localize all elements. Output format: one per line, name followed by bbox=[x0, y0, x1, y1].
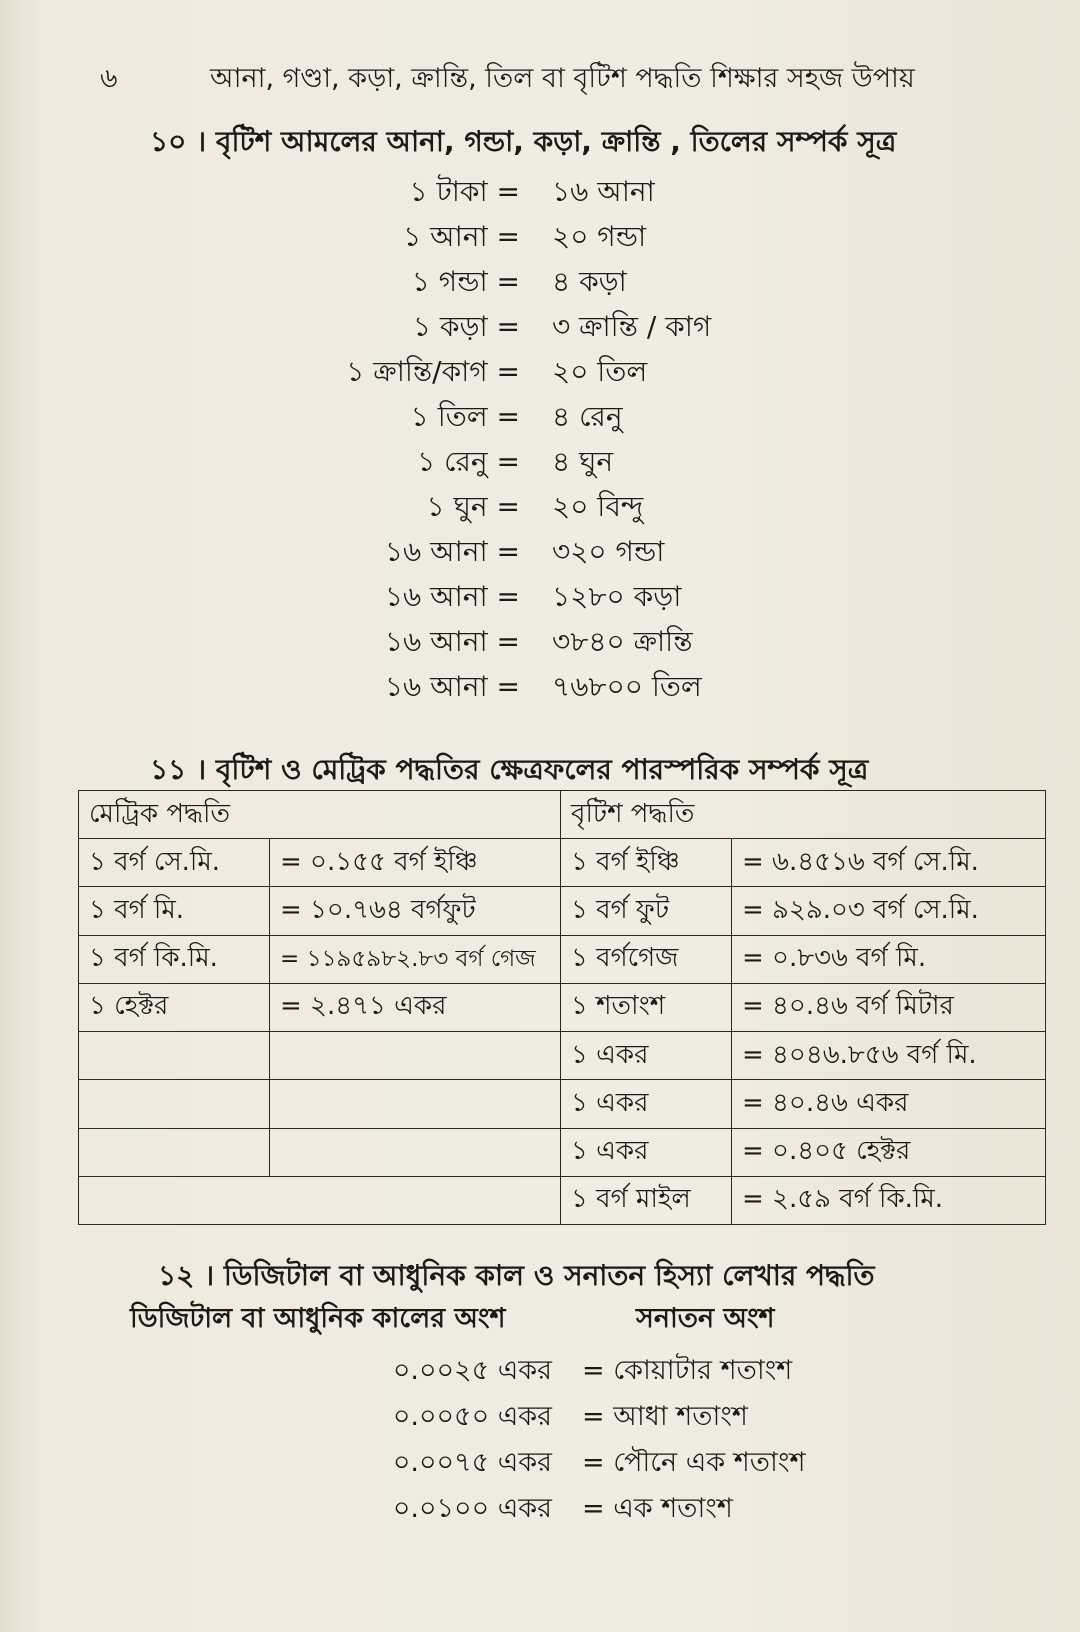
equation-row bbox=[0, 440, 1080, 486]
equation-left: ১৬ আনা = bbox=[384, 670, 520, 703]
british-value: = ৬.৪৫১৬ বর্গ সে.মি. bbox=[732, 839, 1046, 887]
table-row bbox=[79, 1176, 1046, 1224]
equation-right: ৪ রেনু bbox=[552, 400, 623, 433]
metric-unit bbox=[79, 1032, 270, 1080]
equation-left: ১ ক্রান্তি/কাগ = bbox=[346, 355, 520, 388]
equation-left: ১ ঘুন = bbox=[426, 490, 520, 523]
british-value: = ৯২৯.০৩ বর্গ সে.মি. bbox=[732, 887, 1046, 935]
metric-unit: ১ বর্গ সে.মি. bbox=[79, 839, 270, 887]
metric-value: = ০.১৫৫ বর্গ ইঞ্চি bbox=[270, 839, 561, 887]
british-value: = ৪০.৪৬ বর্গ মিটার bbox=[732, 983, 1046, 1031]
metric-value bbox=[270, 1032, 561, 1080]
section-11-title: ১১ । বৃটিশ ও মেট্রিক পদ্ধতির ক্ষেত্রফলের পারস্পরিক সম্পর্ক সূত্র bbox=[150, 753, 869, 786]
equation-right: ৩ ক্রান্তি / কাগ bbox=[552, 310, 712, 343]
table-row bbox=[79, 1032, 1046, 1080]
digital-value: ০.০০৭৫ একর bbox=[392, 1447, 552, 1478]
equation-right: ২০ গন্ডা bbox=[552, 220, 647, 253]
traditional-value: = পৌনে এক শতাংশ bbox=[582, 1447, 806, 1478]
equation-right: ১২৮০ কড়া bbox=[552, 580, 682, 613]
equation-right: ৪ কড়া bbox=[552, 265, 627, 298]
british-unit: ১ একর bbox=[561, 1032, 732, 1080]
digital-column-header: ডিজিটাল বা আধুনিক কালের অংশ bbox=[130, 1303, 506, 1334]
equation-left: ১৬ আনা = bbox=[384, 625, 520, 658]
section-10-title: ১০ । বৃটিশ আমলের আনা, গন্ডা, কড়া, ক্রান্তি , তিলের সম্পর্ক সূত্র bbox=[150, 125, 897, 158]
table-header-row bbox=[79, 791, 1046, 839]
equation-right: ৪ ঘুন bbox=[552, 445, 614, 478]
british-value: = ২.৫৯ বর্গ কি.মি. bbox=[732, 1176, 1046, 1224]
traditional-value: = কোয়াটার শতাংশ bbox=[582, 1355, 793, 1386]
british-value: = ০.৮৩৬ বর্গ মি. bbox=[732, 935, 1046, 983]
equation-row bbox=[0, 665, 1080, 711]
table-row bbox=[79, 887, 1046, 935]
equation-right: ৭৬৮০০ তিল bbox=[552, 670, 702, 703]
british-unit: ১ বর্গ ইঞ্চি bbox=[561, 839, 732, 887]
digital-value: ০.০১০০ একর bbox=[392, 1493, 552, 1524]
equation-row bbox=[0, 215, 1080, 261]
british-value: = ০.৪০৫ হেক্টর bbox=[732, 1128, 1046, 1176]
traditional-value: = আধা শতাংশ bbox=[582, 1401, 748, 1432]
digital-value: ০.০০৫০ একর bbox=[392, 1401, 552, 1432]
traditional-value: = এক শতাংশ bbox=[582, 1493, 733, 1524]
equation-left: ১ টাকা = bbox=[409, 175, 520, 208]
list-item bbox=[0, 1350, 1080, 1396]
traditional-column-header: সনাতন অংশ bbox=[636, 1303, 775, 1334]
equation-left: ১ গন্ডা = bbox=[411, 265, 520, 298]
british-value: = ৪০৪৬.৮৫৬ বর্গ মি. bbox=[732, 1032, 1046, 1080]
equation-row bbox=[0, 620, 1080, 666]
equation-right: ২০ তিল bbox=[552, 355, 648, 388]
list-item bbox=[0, 1442, 1080, 1488]
equation-row bbox=[0, 485, 1080, 531]
table-row bbox=[79, 935, 1046, 983]
metric-empty bbox=[79, 1176, 561, 1224]
metric-value: = ১০.৭৬৪ বর্গফুট bbox=[270, 887, 561, 935]
equation-row bbox=[0, 395, 1080, 441]
section-12-column-headers bbox=[0, 1298, 1080, 1338]
metric-unit: ১ বর্গ মি. bbox=[79, 887, 270, 935]
equation-right: ১৬ আনা bbox=[552, 175, 655, 208]
equation-row bbox=[0, 305, 1080, 351]
british-unit: ১ শতাংশ bbox=[561, 983, 732, 1031]
british-value: = ৪০.৪৬ একর bbox=[732, 1080, 1046, 1128]
running-title: আনা, গণ্ডা, কড়া, ক্রান্তি, তিল বা বৃটিশ পদ্ধতি শিক্ষার সহজ উপায় bbox=[210, 63, 915, 94]
metric-value bbox=[270, 1080, 561, 1128]
section-12-title: ১২ । ডিজিটাল বা আধুনিক কাল ও সনাতন হিস্যা লেখার পদ্ধতি bbox=[158, 1259, 875, 1292]
equation-right: ২০ বিন্দু bbox=[552, 490, 644, 523]
header-metric: মেট্রিক পদ্ধতি bbox=[79, 791, 561, 839]
british-unit: ১ বর্গ মাইল bbox=[561, 1176, 732, 1224]
metric-value: = ১১৯৫৯৮২.৮৩ বর্গ গেজ bbox=[270, 935, 561, 983]
list-item bbox=[0, 1396, 1080, 1442]
british-unit: ১ বর্গ ফুট bbox=[561, 887, 732, 935]
header-british: বৃটিশ পদ্ধতি bbox=[561, 791, 1046, 839]
equation-left: ১ তিল = bbox=[410, 400, 520, 433]
list-item bbox=[0, 1488, 1080, 1534]
metric-value: = ২.৪৭১ একর bbox=[270, 983, 561, 1031]
equation-right: ৩২০ গন্ডা bbox=[552, 535, 665, 568]
british-unit: ১ একর bbox=[561, 1080, 732, 1128]
running-header bbox=[100, 58, 980, 98]
metric-unit bbox=[79, 1128, 270, 1176]
equation-left: ১৬ আনা = bbox=[384, 535, 520, 568]
equation-row bbox=[0, 170, 1080, 216]
metric-unit bbox=[79, 1080, 270, 1128]
metric-unit: ১ বর্গ কি.মি. bbox=[79, 935, 270, 983]
equation-left: ১৬ আনা = bbox=[384, 580, 520, 613]
equation-left: ১ রেনু = bbox=[417, 445, 520, 478]
digital-value: ০.০০২৫ একর bbox=[392, 1355, 552, 1386]
metric-value bbox=[270, 1128, 561, 1176]
equation-left: ১ কড়া = bbox=[412, 310, 520, 343]
equation-row bbox=[0, 530, 1080, 576]
british-unit: ১ বর্গগেজ bbox=[561, 935, 732, 983]
equation-left: ১ আনা = bbox=[403, 220, 520, 253]
equation-row bbox=[0, 575, 1080, 621]
equation-right: ৩৮৪০ ক্রান্তি bbox=[552, 625, 693, 658]
area-conversion-table bbox=[78, 790, 1046, 1225]
equation-row bbox=[0, 350, 1080, 396]
metric-unit: ১ হেক্টর bbox=[79, 983, 270, 1031]
equation-row bbox=[0, 260, 1080, 306]
table-row bbox=[79, 839, 1046, 887]
table-row bbox=[79, 1128, 1046, 1176]
page-number: ৬ bbox=[100, 63, 118, 94]
british-unit: ১ একর bbox=[561, 1128, 732, 1176]
table-row bbox=[79, 983, 1046, 1031]
table-row bbox=[79, 1080, 1046, 1128]
